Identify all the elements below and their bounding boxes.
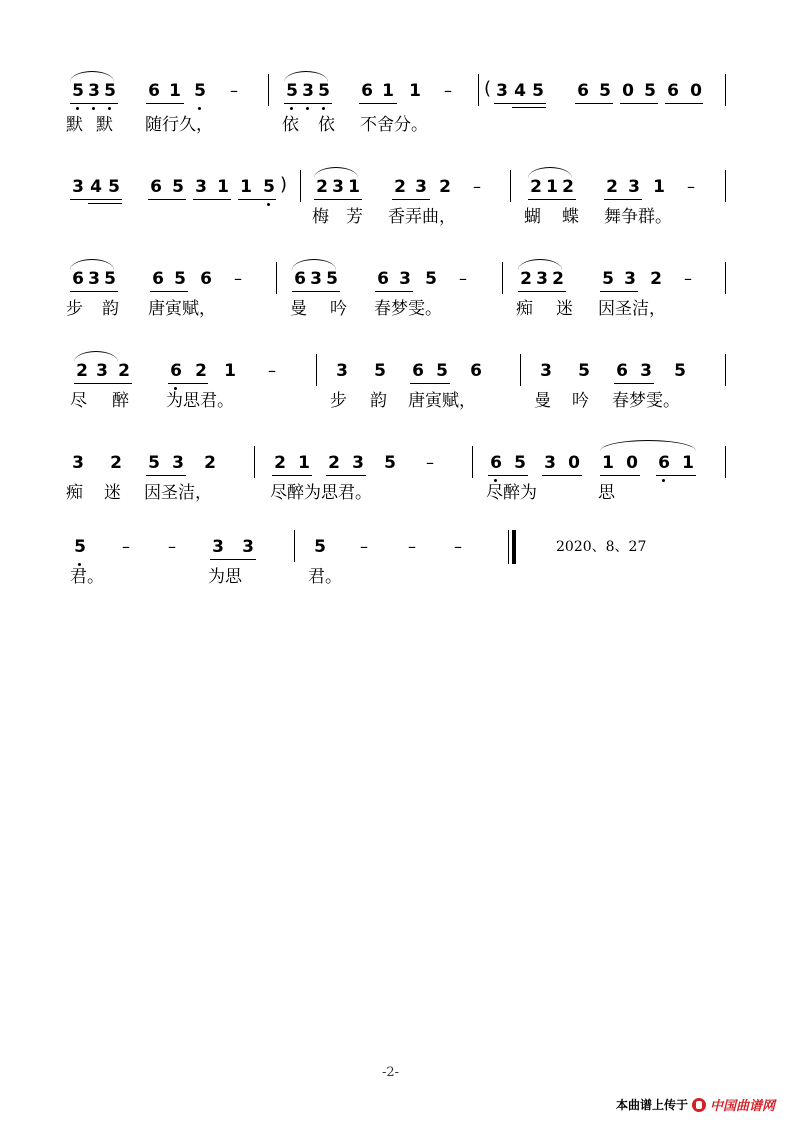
jianpu-note: 5 — [374, 361, 386, 381]
jianpu-note: 5 — [284, 80, 300, 102]
lyric: 步 — [66, 299, 83, 319]
notation-row — [0, 360, 793, 390]
jianpu-note: 5 — [261, 176, 277, 198]
date-stamp: 2020、8、27 — [556, 539, 647, 555]
jianpu-note: 6 — [412, 361, 424, 381]
duration-underline — [410, 383, 450, 384]
duration-underline — [292, 291, 340, 292]
jianpu-note: 1 — [682, 453, 694, 473]
jianpu-note: 3 — [72, 177, 84, 197]
lyric: 君。 — [70, 567, 104, 587]
lyric: 君。 — [308, 567, 342, 587]
lyric: 尽醉为思君。 — [270, 483, 372, 503]
lyric: 痴 — [516, 299, 533, 319]
lyric: 思 — [598, 483, 615, 503]
jianpu-note: 2 — [552, 269, 564, 289]
jianpu-note: 2 — [76, 361, 88, 381]
jianpu-note: 2 — [118, 361, 130, 381]
lyric: 为思君。 — [166, 391, 234, 411]
lyric: 春梦雯。 — [612, 391, 680, 411]
barline — [472, 446, 473, 478]
duration-underline — [392, 199, 430, 200]
lyric: 曼 — [534, 391, 551, 411]
jianpu-note: 3 — [72, 453, 84, 473]
duration-underline — [665, 103, 703, 104]
jianpu-note: 6 — [667, 81, 679, 101]
jianpu-note: 5 — [174, 269, 186, 289]
lyric: 韵 — [370, 391, 387, 411]
duration-underline — [604, 199, 642, 200]
barline — [502, 262, 503, 294]
duration-underline — [494, 103, 546, 104]
lyric: 痴 — [66, 483, 83, 503]
duration-underline — [284, 103, 332, 104]
jianpu-note: 2 — [650, 269, 662, 289]
notation-row — [0, 80, 793, 110]
duration-underline — [542, 475, 582, 476]
jianpu-note: 2 — [439, 177, 451, 197]
lyric: 香弄曲， — [388, 207, 456, 227]
duration-underline — [88, 203, 122, 204]
jianpu-note: 0 — [622, 81, 634, 101]
jianpu-note: 6 — [200, 269, 212, 289]
jianpu-note: 3 — [496, 81, 508, 101]
lyric: 唐寅赋， — [148, 299, 216, 319]
jianpu-note: 3 — [300, 80, 316, 102]
jianpu-note: 1 — [382, 81, 394, 101]
barline — [294, 530, 295, 562]
duration-underline — [600, 291, 638, 292]
sustain-dash: – — [168, 537, 176, 556]
jianpu-note: 5 — [148, 453, 160, 473]
sustain-dash: – — [122, 537, 130, 556]
jianpu-note: 2 — [316, 177, 328, 197]
jianpu-note: 5 — [674, 361, 686, 381]
notation-row — [0, 536, 793, 566]
jianpu-note: 2 — [520, 269, 532, 289]
sustain-dash: – — [473, 177, 481, 196]
jianpu-note: 5 — [192, 80, 208, 102]
jianpu-note: 6 — [294, 269, 306, 289]
barline — [725, 446, 726, 478]
lyric: 蝶 — [562, 207, 579, 227]
barline — [254, 446, 255, 478]
jianpu-note: 5 — [102, 80, 118, 102]
lyric: 尽醉为 — [486, 483, 537, 503]
jianpu-note: 2 — [562, 177, 574, 197]
jianpu-note: 6 — [377, 269, 389, 289]
barline — [725, 262, 726, 294]
jianpu-note: 2 — [110, 453, 122, 473]
jianpu-note: 3 — [310, 269, 322, 289]
jianpu-note: 5 — [108, 177, 120, 197]
lyric: 因圣洁， — [598, 299, 666, 319]
duration-underline — [620, 103, 658, 104]
sustain-dash: – — [687, 177, 695, 196]
jianpu-note: 6 — [577, 81, 589, 101]
barline — [725, 354, 726, 386]
jianpu-note: 5 — [425, 269, 437, 289]
repeat-parenthesis: ( — [484, 78, 492, 99]
lyric: 尽 — [70, 391, 87, 411]
duration-underline — [272, 475, 312, 476]
jianpu-note: 2 — [530, 177, 542, 197]
jianpu-note: 6 — [488, 452, 504, 474]
lyric-row — [0, 566, 793, 596]
duration-underline — [168, 383, 208, 384]
jianpu-note: 3 — [536, 269, 548, 289]
sustain-dash: – — [360, 537, 368, 556]
jianpu-note: 1 — [602, 453, 614, 473]
jianpu-note: 4 — [514, 81, 526, 101]
notation-row — [0, 268, 793, 298]
jianpu-note: 6 — [148, 81, 160, 101]
jianpu-note: 6 — [656, 452, 672, 474]
duration-underline — [70, 199, 122, 200]
jianpu-note: 3 — [540, 361, 552, 381]
jianpu-note: 5 — [72, 536, 88, 558]
jianpu-note: 5 — [644, 81, 656, 101]
lyric-row — [0, 114, 793, 144]
jianpu-note: 1 — [409, 81, 421, 101]
barline — [268, 74, 269, 106]
lyric: 吟 — [572, 391, 589, 411]
jianpu-note: 1 — [348, 177, 360, 197]
site-logo-icon — [692, 1098, 706, 1112]
footer-watermark — [616, 1095, 775, 1114]
lyric: 依 — [318, 115, 335, 135]
slur-arc — [600, 440, 696, 451]
duration-underline — [146, 475, 186, 476]
jianpu-note: 1 — [240, 177, 252, 197]
duration-underline — [518, 291, 566, 292]
sustain-dash: – — [230, 81, 238, 100]
jianpu-note: 3 — [399, 269, 411, 289]
footer-text: 本曲谱上传于 — [615, 1098, 688, 1112]
jianpu-note: 5 — [436, 361, 448, 381]
barline — [508, 530, 509, 564]
lyric: 舞争群。 — [604, 207, 672, 227]
jianpu-note: 2 — [204, 453, 216, 473]
jianpu-note: 5 — [384, 453, 396, 473]
duration-underline — [528, 199, 576, 200]
lyric: 为思 — [208, 567, 242, 587]
duration-underline — [210, 559, 256, 560]
site-name: 中国曲谱网 — [709, 1099, 775, 1114]
barline — [276, 262, 277, 294]
lyric: 唐寅赋， — [408, 391, 476, 411]
barline — [512, 530, 516, 564]
jianpu-note: 6 — [361, 81, 373, 101]
jianpu-note: 3 — [86, 80, 102, 102]
barline — [725, 170, 726, 202]
barline — [478, 74, 479, 106]
duration-underline — [614, 383, 654, 384]
lyric: 不舍分。 — [360, 115, 428, 135]
jianpu-note: 3 — [88, 269, 100, 289]
lyric-row — [0, 298, 793, 328]
duration-underline — [656, 475, 696, 476]
jianpu-note: 0 — [568, 453, 580, 473]
jianpu-note: 3 — [332, 177, 344, 197]
lyric-row — [0, 206, 793, 236]
jianpu-note: 2 — [274, 453, 286, 473]
jianpu-note: 3 — [624, 269, 636, 289]
duration-underline — [512, 107, 546, 108]
jianpu-note: 3 — [352, 453, 364, 473]
jianpu-note: 5 — [172, 177, 184, 197]
lyric: 迷 — [556, 299, 573, 319]
sustain-dash: – — [268, 361, 276, 380]
lyric-row — [0, 390, 793, 420]
barline — [316, 354, 317, 386]
jianpu-note: 2 — [328, 453, 340, 473]
jianpu-note: 5 — [578, 361, 590, 381]
lyric: 迷 — [104, 483, 121, 503]
jianpu-note: 3 — [195, 177, 207, 197]
jianpu-note: 4 — [90, 177, 102, 197]
lyric: 默 — [96, 115, 113, 135]
jianpu-note: 3 — [96, 361, 108, 381]
jianpu-note: 5 — [314, 537, 326, 557]
jianpu-note: 5 — [514, 453, 526, 473]
lyric: 默 — [66, 115, 83, 135]
duration-underline — [575, 103, 613, 104]
lyric: 依 — [282, 115, 299, 135]
repeat-parenthesis: ) — [280, 174, 288, 195]
jianpu-note: 1 — [653, 177, 665, 197]
duration-underline — [70, 103, 118, 104]
duration-underline — [326, 475, 366, 476]
jianpu-note: 5 — [70, 80, 86, 102]
jianpu-note: 3 — [242, 537, 254, 557]
duration-underline — [148, 199, 186, 200]
duration-underline — [314, 199, 362, 200]
jianpu-note: 1 — [169, 81, 181, 101]
jianpu-note: 3 — [640, 361, 652, 381]
jianpu-note: 5 — [532, 81, 544, 101]
lyric: 因圣洁， — [144, 483, 212, 503]
jianpu-note: 6 — [616, 361, 628, 381]
duration-underline — [600, 475, 640, 476]
lyric: 梅 — [312, 207, 329, 227]
jianpu-note: 0 — [690, 81, 702, 101]
lyric: 春梦雯。 — [374, 299, 442, 319]
duration-underline — [375, 291, 413, 292]
duration-underline — [488, 475, 528, 476]
jianpu-note: 1 — [546, 177, 558, 197]
sustain-dash: – — [684, 269, 692, 288]
notation-row — [0, 176, 793, 206]
barline — [725, 74, 726, 106]
jianpu-note: 5 — [602, 269, 614, 289]
sustain-dash: – — [408, 537, 416, 556]
jianpu-note: 1 — [224, 361, 236, 381]
duration-underline — [74, 383, 132, 384]
jianpu-note: 1 — [217, 177, 229, 197]
page-number: -2- — [382, 1065, 400, 1080]
jianpu-note: 0 — [626, 453, 638, 473]
jianpu-note: 6 — [150, 177, 162, 197]
jianpu-note: 5 — [316, 80, 332, 102]
jianpu-note: 5 — [326, 269, 338, 289]
lyric: 醉 — [112, 391, 129, 411]
jianpu-note: 2 — [606, 177, 618, 197]
duration-underline — [146, 103, 184, 104]
notation-row — [0, 452, 793, 482]
lyric: 芳 — [346, 207, 363, 227]
jianpu-note: 3 — [172, 453, 184, 473]
jianpu-note: 3 — [415, 177, 427, 197]
sustain-dash: – — [234, 269, 242, 288]
jianpu-note: 3 — [336, 361, 348, 381]
sustain-dash: – — [426, 453, 434, 472]
jianpu-note: 3 — [544, 453, 556, 473]
lyric-row — [0, 482, 793, 512]
jianpu-note: 5 — [104, 269, 116, 289]
lyric: 曼 — [290, 299, 307, 319]
lyric: 步 — [330, 391, 347, 411]
jianpu-note: 3 — [212, 537, 224, 557]
jianpu-note: 6 — [470, 361, 482, 381]
barline — [520, 354, 521, 386]
lyric: 韵 — [102, 299, 119, 319]
jianpu-note: 2 — [394, 177, 406, 197]
lyric: 随行久， — [145, 115, 213, 135]
sustain-dash: – — [459, 269, 467, 288]
jianpu-note: 2 — [195, 361, 207, 381]
jianpu-note: 6 — [152, 269, 164, 289]
barline — [300, 170, 301, 202]
duration-underline — [193, 199, 231, 200]
jianpu-note: 6 — [168, 360, 184, 382]
jianpu-note: 5 — [599, 81, 611, 101]
duration-underline — [359, 103, 397, 104]
duration-underline — [150, 291, 188, 292]
lyric: 吟 — [330, 299, 347, 319]
duration-underline — [238, 199, 276, 200]
barline — [510, 170, 511, 202]
duration-underline — [70, 291, 118, 292]
sustain-dash: – — [444, 81, 452, 100]
lyric: 蝴 — [524, 207, 541, 227]
jianpu-note: 6 — [72, 269, 84, 289]
jianpu-note: 1 — [298, 453, 310, 473]
sustain-dash: – — [454, 537, 462, 556]
jianpu-note: 3 — [628, 177, 640, 197]
